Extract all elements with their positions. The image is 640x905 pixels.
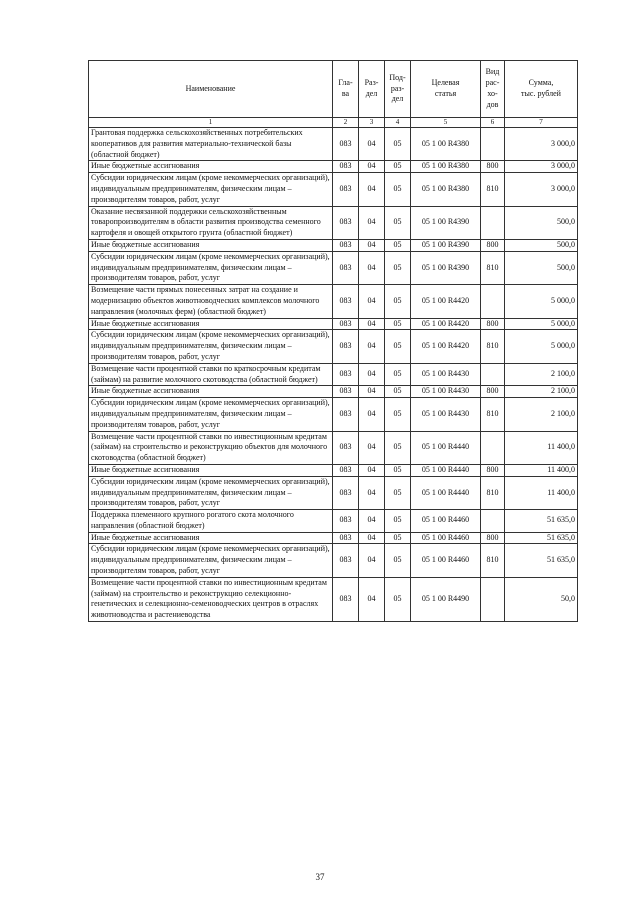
- row-expense-type-cell: 800: [481, 318, 505, 330]
- row-target-cell: 05 1 00 R4390: [411, 251, 481, 284]
- column-number: 3: [359, 118, 385, 128]
- table-row: [89, 544, 578, 577]
- page-number: 37: [315, 872, 325, 882]
- row-name-cell: Иные бюджетные ассигнования: [89, 532, 333, 544]
- row-expense-type-cell: 800: [481, 386, 505, 398]
- table-row: [89, 206, 578, 239]
- row-section-cell: 04: [359, 398, 385, 431]
- table-row: [89, 431, 578, 464]
- row-amount-cell: 3 000,0: [505, 128, 578, 161]
- row-subsection-cell: 05: [385, 363, 411, 386]
- row-amount-cell: 3 000,0: [505, 173, 578, 206]
- row-subsection-cell: 05: [385, 476, 411, 509]
- row-subsection-cell: 05: [385, 239, 411, 251]
- row-section-cell: 04: [359, 431, 385, 464]
- row-name-cell: Субсидии юридическим лицам (кроме некоммерческих организаций), индивидуальным предпринимателям, физическим лицам – производителям товаров, работ, услуг: [89, 330, 333, 363]
- row-chapter-cell: 083: [333, 239, 359, 251]
- row-expense-type-cell: 810: [481, 251, 505, 284]
- column-number: 2: [333, 118, 359, 128]
- row-amount-cell: 2 100,0: [505, 386, 578, 398]
- row-target-cell: 05 1 00 R4460: [411, 544, 481, 577]
- table-row: [89, 386, 578, 398]
- row-chapter-cell: 083: [333, 285, 359, 318]
- row-expense-type-cell: 800: [481, 239, 505, 251]
- row-expense-type-cell: [481, 285, 505, 318]
- row-amount-cell: 5 000,0: [505, 330, 578, 363]
- row-expense-type-cell: [481, 206, 505, 239]
- table-row: [89, 476, 578, 509]
- row-subsection-cell: 05: [385, 251, 411, 284]
- table-row: [89, 318, 578, 330]
- table-row: [89, 251, 578, 284]
- row-target-cell: 05 1 00 R4390: [411, 239, 481, 251]
- row-section-cell: 04: [359, 251, 385, 284]
- row-section-cell: 04: [359, 128, 385, 161]
- table-body: [89, 128, 578, 622]
- header-target: Целевая статья: [411, 61, 481, 118]
- budget-table-container: [88, 60, 577, 622]
- row-chapter-cell: 083: [333, 318, 359, 330]
- row-name-cell: Оказание несвязанной поддержки сельскохозяйственным товаропроизводителям в области развития производства семенного картофеля и овощей открытого грунта (областной бюджет): [89, 206, 333, 239]
- row-section-cell: 04: [359, 363, 385, 386]
- row-chapter-cell: 083: [333, 544, 359, 577]
- row-section-cell: 04: [359, 577, 385, 621]
- row-section-cell: 04: [359, 510, 385, 533]
- table-row: [89, 363, 578, 386]
- row-expense-type-cell: 810: [481, 544, 505, 577]
- row-target-cell: 05 1 00 R4490: [411, 577, 481, 621]
- header-section: Раз- дел: [359, 61, 385, 118]
- row-amount-cell: 51 635,0: [505, 510, 578, 533]
- row-subsection-cell: 05: [385, 318, 411, 330]
- column-number: 6: [481, 118, 505, 128]
- row-name-cell: Субсидии юридическим лицам (кроме некоммерческих организаций), индивидуальным предпринимателям, физическим лицам – производителям товаров, работ, услуг: [89, 398, 333, 431]
- row-amount-cell: 11 400,0: [505, 431, 578, 464]
- row-expense-type-cell: [481, 128, 505, 161]
- row-name-cell: Субсидии юридическим лицам (кроме некоммерческих организаций), индивидуальным предпринимателям, физическим лицам – производителям товаров, работ, услуг: [89, 476, 333, 509]
- row-subsection-cell: 05: [385, 544, 411, 577]
- row-expense-type-cell: 810: [481, 398, 505, 431]
- row-amount-cell: 5 000,0: [505, 285, 578, 318]
- table-row: [89, 577, 578, 621]
- row-expense-type-cell: 810: [481, 476, 505, 509]
- row-name-cell: Возмещение части процентной ставки по инвестиционным кредитам (займам) на строительство и реконструкцию селекционно-генетических и селекционно-семеноводческих центров в отраслях животноводства и растениеводства: [89, 577, 333, 621]
- column-number: 7: [505, 118, 578, 128]
- row-name-cell: Возмещение части прямых понесенных затрат на создание и модернизацию объектов животноводческих комплексов молочного направления (молочных ферм) (областной бюджет): [89, 285, 333, 318]
- table-header-row: [89, 61, 578, 118]
- header-expense-type: Вид рас- хо- дов: [481, 61, 505, 118]
- row-chapter-cell: 083: [333, 161, 359, 173]
- row-amount-cell: 51 635,0: [505, 532, 578, 544]
- row-chapter-cell: 083: [333, 431, 359, 464]
- row-expense-type-cell: 800: [481, 532, 505, 544]
- row-target-cell: 05 1 00 R4430: [411, 363, 481, 386]
- row-target-cell: 05 1 00 R4460: [411, 510, 481, 533]
- row-subsection-cell: 05: [385, 330, 411, 363]
- row-chapter-cell: 083: [333, 577, 359, 621]
- table-row: [89, 173, 578, 206]
- row-name-cell: Субсидии юридическим лицам (кроме некоммерческих организаций), индивидуальным предпринимателям, физическим лицам – производителям товаров, работ, услуг: [89, 544, 333, 577]
- row-target-cell: 05 1 00 R4430: [411, 386, 481, 398]
- row-subsection-cell: 05: [385, 464, 411, 476]
- row-subsection-cell: 05: [385, 398, 411, 431]
- row-section-cell: 04: [359, 386, 385, 398]
- column-number: 5: [411, 118, 481, 128]
- row-amount-cell: 11 400,0: [505, 476, 578, 509]
- row-amount-cell: 500,0: [505, 239, 578, 251]
- row-name-cell: Поддержка племенного крупного рогатого скота молочного направления (областной бюджет): [89, 510, 333, 533]
- row-amount-cell: 3 000,0: [505, 161, 578, 173]
- row-target-cell: 05 1 00 R4460: [411, 532, 481, 544]
- table-row: [89, 398, 578, 431]
- row-target-cell: 05 1 00 R4380: [411, 161, 481, 173]
- row-expense-type-cell: [481, 363, 505, 386]
- row-name-cell: Возмещение части процентной ставки по инвестиционным кредитам (займам) на строительство и реконструкцию объектов для молочного скотоводства (областной бюджет): [89, 431, 333, 464]
- column-number-row: [89, 118, 578, 128]
- row-subsection-cell: 05: [385, 532, 411, 544]
- column-number: 4: [385, 118, 411, 128]
- row-expense-type-cell: 800: [481, 464, 505, 476]
- row-target-cell: 05 1 00 R4380: [411, 128, 481, 161]
- row-expense-type-cell: [481, 510, 505, 533]
- row-section-cell: 04: [359, 285, 385, 318]
- row-chapter-cell: 083: [333, 173, 359, 206]
- row-expense-type-cell: 800: [481, 161, 505, 173]
- row-expense-type-cell: 810: [481, 330, 505, 363]
- table-row: [89, 532, 578, 544]
- row-name-cell: Возмещение части процентной ставки по краткосрочным кредитам (займам) на развитие молочного скотоводства (областной бюджет): [89, 363, 333, 386]
- row-target-cell: 05 1 00 R4440: [411, 464, 481, 476]
- row-name-cell: Грантовая поддержка сельскохозяйственных потребительских кооперативов для развития материально-технической базы (областной бюджет): [89, 128, 333, 161]
- row-expense-type-cell: [481, 577, 505, 621]
- row-amount-cell: 500,0: [505, 206, 578, 239]
- table-row: [89, 128, 578, 161]
- table-row: [89, 330, 578, 363]
- row-chapter-cell: 083: [333, 128, 359, 161]
- row-subsection-cell: 05: [385, 577, 411, 621]
- row-target-cell: 05 1 00 R4420: [411, 330, 481, 363]
- row-amount-cell: 51 635,0: [505, 544, 578, 577]
- row-target-cell: 05 1 00 R4390: [411, 206, 481, 239]
- table-row: [89, 161, 578, 173]
- row-section-cell: 04: [359, 464, 385, 476]
- row-name-cell: Иные бюджетные ассигнования: [89, 318, 333, 330]
- table-row: [89, 239, 578, 251]
- row-target-cell: 05 1 00 R4430: [411, 398, 481, 431]
- row-subsection-cell: 05: [385, 128, 411, 161]
- row-subsection-cell: 05: [385, 285, 411, 318]
- row-section-cell: 04: [359, 330, 385, 363]
- row-amount-cell: 500,0: [505, 251, 578, 284]
- row-name-cell: Иные бюджетные ассигнования: [89, 464, 333, 476]
- row-name-cell: Иные бюджетные ассигнования: [89, 239, 333, 251]
- table-row: [89, 285, 578, 318]
- row-amount-cell: 5 000,0: [505, 318, 578, 330]
- row-chapter-cell: 083: [333, 464, 359, 476]
- row-name-cell: Субсидии юридическим лицам (кроме некоммерческих организаций), индивидуальным предпринимателям, физическим лицам – производителям товаров, работ, услуг: [89, 173, 333, 206]
- row-subsection-cell: 05: [385, 161, 411, 173]
- row-section-cell: 04: [359, 544, 385, 577]
- row-amount-cell: 2 100,0: [505, 363, 578, 386]
- table-row: [89, 464, 578, 476]
- header-chapter: Гла- ва: [333, 61, 359, 118]
- row-target-cell: 05 1 00 R4440: [411, 431, 481, 464]
- row-chapter-cell: 083: [333, 363, 359, 386]
- row-subsection-cell: 05: [385, 431, 411, 464]
- row-section-cell: 04: [359, 206, 385, 239]
- row-chapter-cell: 083: [333, 510, 359, 533]
- row-section-cell: 04: [359, 239, 385, 251]
- row-name-cell: Иные бюджетные ассигнования: [89, 161, 333, 173]
- column-number: 1: [89, 118, 333, 128]
- table-row: [89, 510, 578, 533]
- row-chapter-cell: 083: [333, 532, 359, 544]
- row-target-cell: 05 1 00 R4380: [411, 173, 481, 206]
- budget-table: [88, 60, 578, 622]
- row-target-cell: 05 1 00 R4420: [411, 285, 481, 318]
- row-chapter-cell: 083: [333, 330, 359, 363]
- row-amount-cell: 50,0: [505, 577, 578, 621]
- row-section-cell: 04: [359, 173, 385, 206]
- row-amount-cell: 2 100,0: [505, 398, 578, 431]
- row-section-cell: 04: [359, 476, 385, 509]
- row-target-cell: 05 1 00 R4440: [411, 476, 481, 509]
- row-chapter-cell: 083: [333, 476, 359, 509]
- row-chapter-cell: 083: [333, 386, 359, 398]
- row-section-cell: 04: [359, 532, 385, 544]
- row-name-cell: Субсидии юридическим лицам (кроме некоммерческих организаций), индивидуальным предпринимателям, физическим лицам – производителям товаров, работ, услуг: [89, 251, 333, 284]
- row-amount-cell: 11 400,0: [505, 464, 578, 476]
- row-section-cell: 04: [359, 318, 385, 330]
- row-target-cell: 05 1 00 R4420: [411, 318, 481, 330]
- row-name-cell: Иные бюджетные ассигнования: [89, 386, 333, 398]
- header-amount: Сумма, тыс. рублей: [505, 61, 578, 118]
- row-expense-type-cell: [481, 431, 505, 464]
- header-name: Наименование: [89, 61, 333, 118]
- row-chapter-cell: 083: [333, 206, 359, 239]
- header-subsection: Под- раз- дел: [385, 61, 411, 118]
- row-chapter-cell: 083: [333, 398, 359, 431]
- row-subsection-cell: 05: [385, 173, 411, 206]
- row-subsection-cell: 05: [385, 510, 411, 533]
- row-expense-type-cell: 810: [481, 173, 505, 206]
- row-section-cell: 04: [359, 161, 385, 173]
- row-subsection-cell: 05: [385, 206, 411, 239]
- row-chapter-cell: 083: [333, 251, 359, 284]
- row-subsection-cell: 05: [385, 386, 411, 398]
